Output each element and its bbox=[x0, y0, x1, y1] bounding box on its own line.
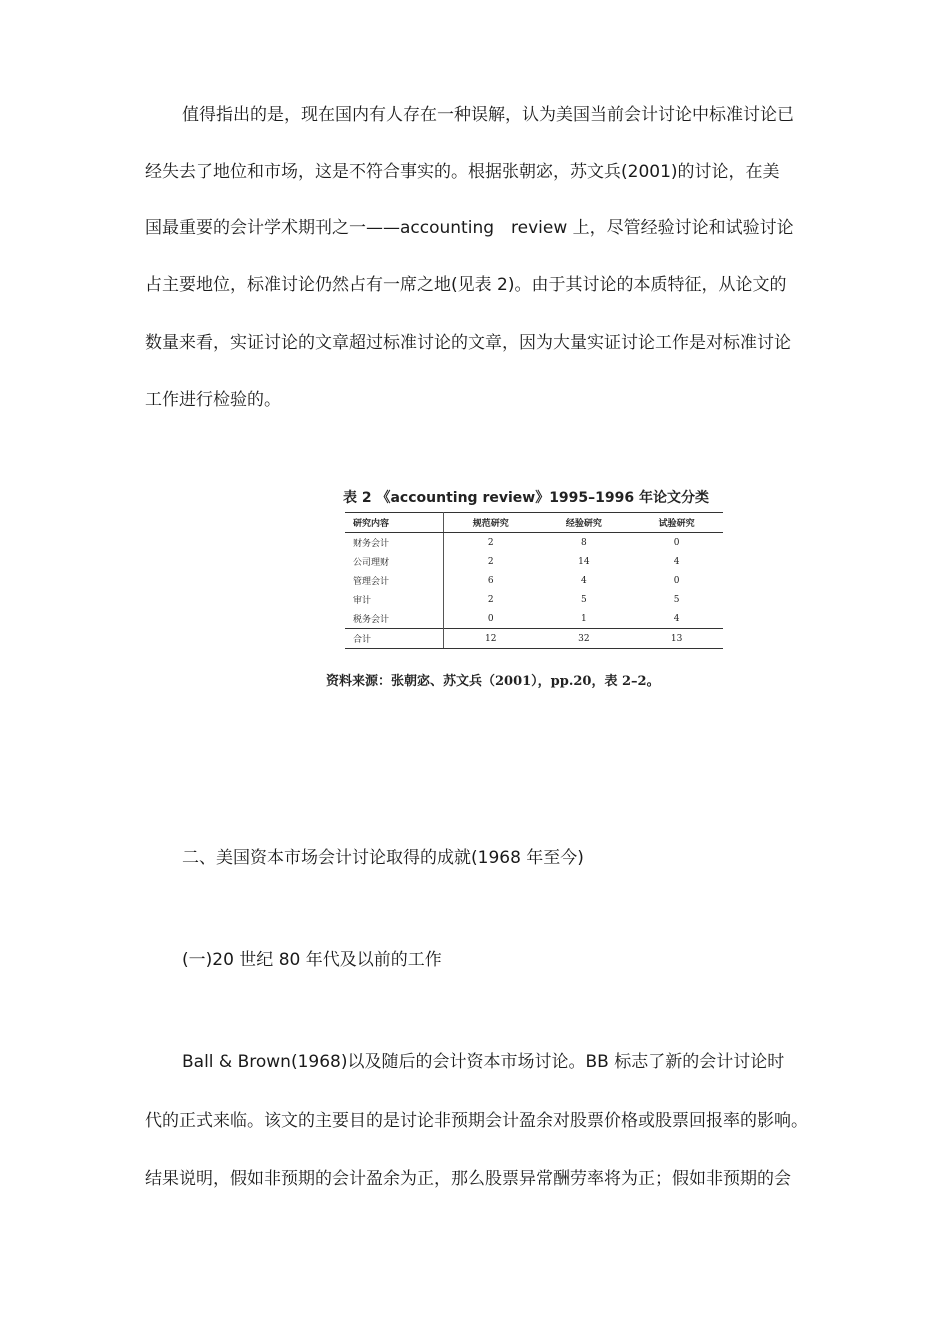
table-row bbox=[345, 552, 723, 571]
text-line: 工作进行检验的。 bbox=[145, 390, 281, 410]
table-total-row bbox=[345, 629, 723, 649]
text-line: 代的正式来临。该文的主要目的是讨论非预期会计盈余对股票价格或股票回报率的影响。 bbox=[145, 1111, 808, 1131]
text-line: 结果说明，假如非预期的会计盈余为正，那么股票异常酬劳率将为正；假如非预期的会 bbox=[145, 1169, 791, 1189]
row-label: 税务会计 bbox=[345, 609, 444, 629]
table-cell: 0 bbox=[487, 613, 494, 624]
classification-table bbox=[345, 512, 723, 649]
table-cell: 2 bbox=[487, 556, 494, 567]
table-row bbox=[345, 609, 723, 629]
table-title: 表 2 《accounting review》1995–1996 年论文分类 bbox=[343, 490, 709, 506]
table-row bbox=[345, 533, 723, 553]
table-header-row bbox=[345, 513, 723, 533]
table-cell: 5 bbox=[581, 594, 587, 605]
text-line: 数量来看，实证讨论的文章超过标准讨论的文章，因为大量实证讨论工作是对标准讨论 bbox=[145, 333, 791, 353]
table-cell: 32 bbox=[538, 629, 631, 649]
table-source-note: 资料来源：张朝宓、苏文兵（2001），pp.20，表 2–2。 bbox=[326, 674, 660, 689]
table-cell: 5 bbox=[673, 594, 680, 605]
table-cell: 1 bbox=[581, 613, 587, 624]
table-cell: 2 bbox=[487, 594, 494, 605]
table-cell: 8 bbox=[581, 537, 587, 548]
row-label: 公司理财 bbox=[345, 552, 444, 571]
table-cell: 0 bbox=[673, 537, 680, 548]
row-label: 审计 bbox=[345, 590, 444, 609]
header-cell: 经验研究 bbox=[538, 513, 631, 533]
text-line: 占主要地位，标准讨论仍然占有一席之地(见表 2)。由于其讨论的本质特征，从论文的 bbox=[145, 275, 787, 295]
table-cell: 6 bbox=[487, 575, 494, 586]
header-cell: 研究内容 bbox=[345, 513, 444, 533]
table-cell: 0 bbox=[673, 575, 680, 586]
header-cell: 试验研究 bbox=[630, 513, 723, 533]
table-row bbox=[345, 590, 723, 609]
header-cell: 规范研究 bbox=[444, 513, 538, 533]
text-line: Ball & Brown(1968)以及随后的会计资本市场讨论。BB 标志了新的会计讨论时 bbox=[182, 1052, 785, 1072]
table-cell: 2 bbox=[487, 537, 494, 548]
text-line: 国最重要的会计学术期刊之一——accounting review 上，尽管经验讨论和试验讨论 bbox=[145, 218, 794, 238]
row-label: 管理会计 bbox=[345, 571, 444, 590]
subsection-heading: (一)20 世纪 80 年代及以前的工作 bbox=[182, 950, 442, 970]
table-cell: 12 bbox=[444, 629, 538, 649]
table-cell: 13 bbox=[630, 629, 723, 649]
table-cell: 4 bbox=[673, 613, 680, 624]
table-cell: 14 bbox=[578, 556, 590, 567]
text-line: 值得指出的是，现在国内有人存在一种误解，认为美国当前会计讨论中标准讨论已 bbox=[182, 105, 794, 125]
table-row bbox=[345, 571, 723, 590]
row-label: 财务会计 bbox=[345, 533, 444, 553]
section-heading: 二、美国资本市场会计讨论取得的成就(1968 年至今) bbox=[182, 848, 584, 868]
row-label: 合计 bbox=[345, 629, 444, 649]
table-cell: 4 bbox=[673, 556, 680, 567]
table-cell: 4 bbox=[581, 575, 587, 586]
text-line: 经失去了地位和市场，这是不符合事实的。根据张朝宓，苏文兵(2001)的讨论，在美 bbox=[145, 162, 780, 182]
